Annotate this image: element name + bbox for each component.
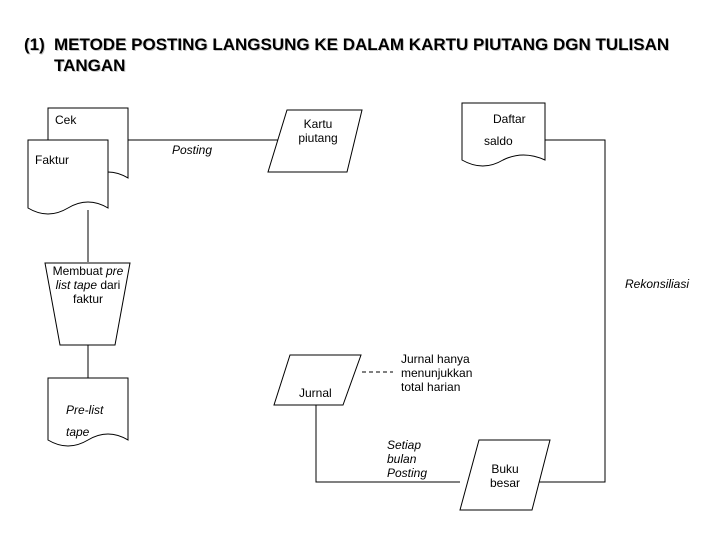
membuat-text: Membuat: [52, 264, 106, 278]
bulan-line: bulan: [387, 452, 417, 466]
jurnal-note-line-2: menunjukkan: [401, 366, 473, 380]
title-number: (1): [24, 35, 45, 54]
jurnal-note-label: [401, 352, 472, 394]
daftar-label: Daftar: [493, 112, 526, 126]
cek-label: Cek: [55, 113, 77, 127]
prelist-label: Pre-list: [66, 403, 104, 417]
buku-line: Buku: [491, 462, 519, 476]
tape-label: tape: [66, 425, 90, 439]
title-line-2: TANGAN: [54, 56, 126, 75]
faktur-text: faktur: [72, 292, 103, 306]
connector-daftar-to-bukubesar: [525, 140, 605, 482]
besar-line: besar: [489, 476, 521, 490]
faktur-document-shape: [28, 140, 108, 214]
jurnal-note-line-1: Jurnal hanya: [401, 352, 470, 366]
jurnal-note-line-3: total harian: [401, 380, 461, 394]
kartu-piutang-line-1: Kartu: [303, 117, 333, 131]
setiap-line: Setiap: [387, 438, 422, 452]
jurnal-label: Jurnal: [299, 386, 332, 400]
setiap-bulan-label: [387, 438, 427, 480]
kartu-piutang-line-2: piutang: [298, 131, 338, 145]
pre-text: pre: [106, 264, 124, 278]
membuat-prelist-label: [40, 264, 136, 306]
list-tape-text: list tape: [55, 278, 97, 292]
kartu-piutang-label: [288, 117, 348, 145]
buku-besar-label: [480, 462, 530, 490]
faktur-label: Faktur: [35, 153, 70, 167]
rekonsiliasi-label: Rekonsiliasi: [625, 277, 690, 291]
saldo-label: saldo: [484, 134, 513, 148]
posting-line: Posting: [387, 466, 428, 480]
dari-text: dari: [97, 278, 121, 292]
title-line-1: METODE POSTING LANGSUNG KE DALAM KARTU PIUTANG DGN TULISAN: [54, 35, 670, 54]
posting-label: Posting: [172, 143, 213, 157]
